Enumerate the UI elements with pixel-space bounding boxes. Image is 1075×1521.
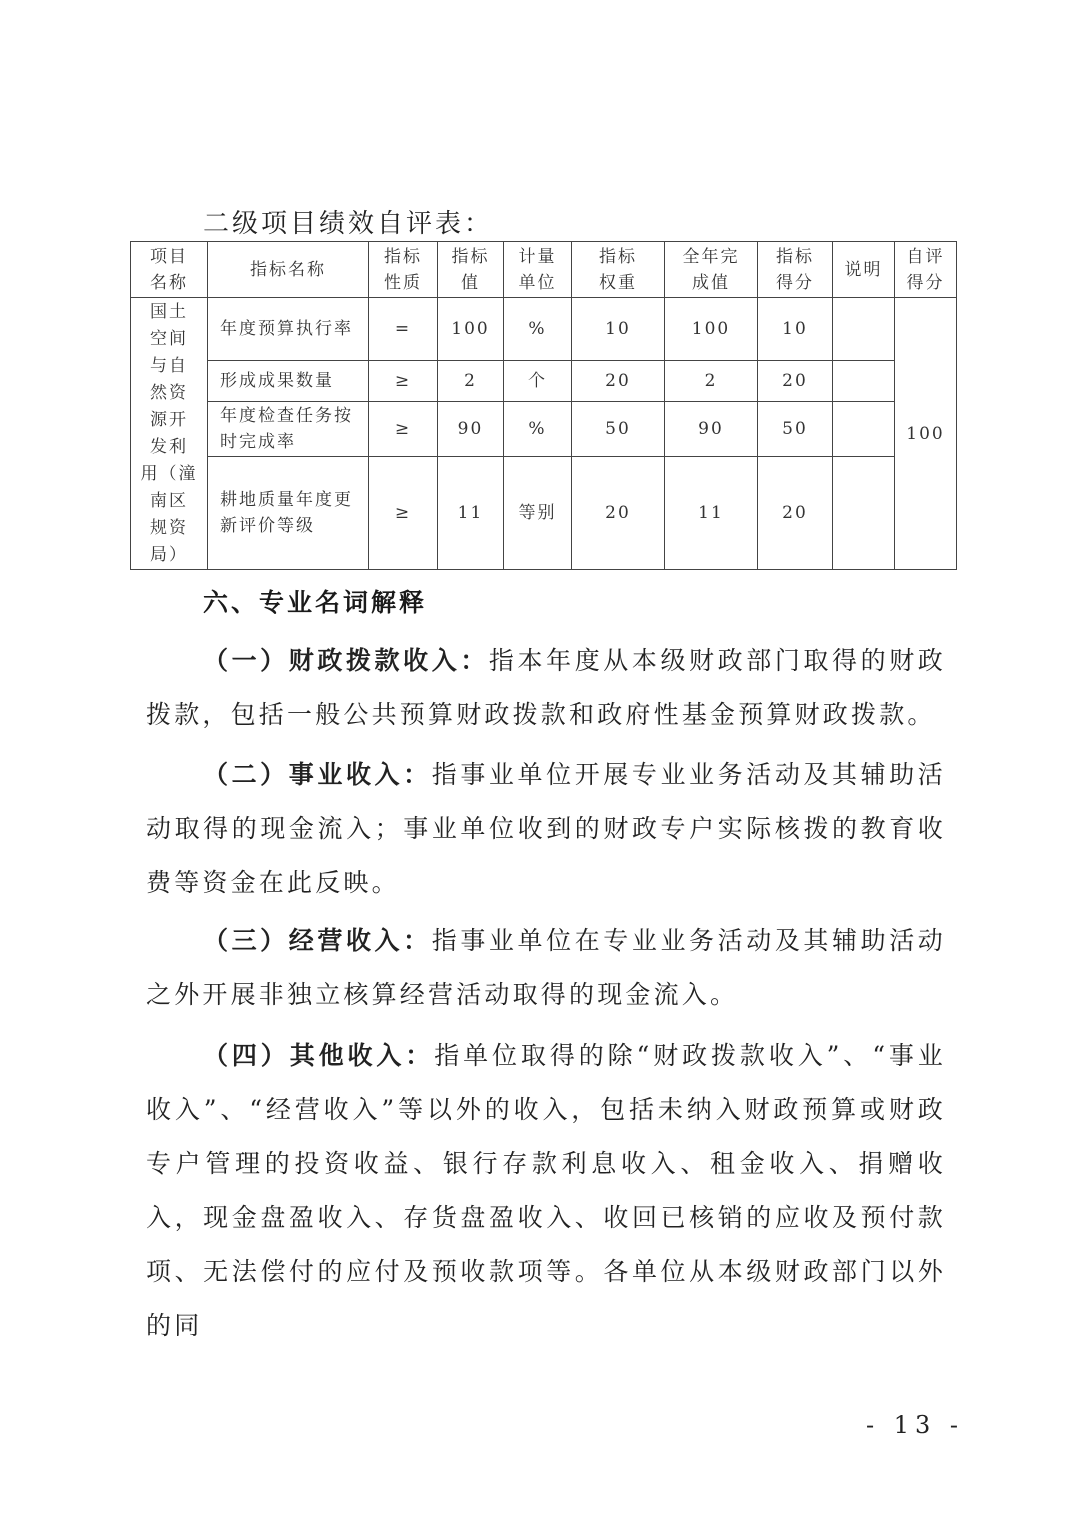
indicator-value: 2 xyxy=(438,361,504,402)
indicator-value: 100 xyxy=(438,298,504,361)
table-row xyxy=(131,457,957,570)
indicator-score: 50 xyxy=(758,402,833,457)
header-weight: 指标 权重 xyxy=(572,242,665,298)
indicator-actual: 11 xyxy=(665,457,758,570)
indicator-weight: 10 xyxy=(572,298,665,361)
indicator-actual: 90 xyxy=(665,402,758,457)
indicator-actual: 100 xyxy=(665,298,758,361)
header-project-name: 项目 名称 xyxy=(131,242,208,298)
definition-paragraph xyxy=(146,748,946,910)
indicator-actual: 2 xyxy=(665,361,758,402)
indicator-note xyxy=(833,457,895,570)
indicator-score: 20 xyxy=(758,361,833,402)
indicator-name: 形成成果数量 xyxy=(208,361,369,402)
header-unit: 计量 单位 xyxy=(504,242,572,298)
indicator-score: 10 xyxy=(758,298,833,361)
indicator-note xyxy=(833,298,895,361)
indicator-nature: ≥ xyxy=(369,361,438,402)
definition-paragraph xyxy=(146,634,946,742)
indicator-unit: 个 xyxy=(504,361,572,402)
header-note: 说明 xyxy=(833,242,895,298)
table-row xyxy=(131,361,957,402)
header-self-score: 自评 得分 xyxy=(895,242,957,298)
table-caption: 二级项目绩效自评表： xyxy=(203,209,494,239)
indicator-note xyxy=(833,361,895,402)
indicator-value: 11 xyxy=(438,457,504,570)
header-actual-value: 全年完 成值 xyxy=(665,242,758,298)
indicator-nature: ≥ xyxy=(369,402,438,457)
indicator-unit: % xyxy=(504,402,572,457)
header-indicator-score: 指标 得分 xyxy=(758,242,833,298)
indicator-weight: 20 xyxy=(572,361,665,402)
indicator-score: 20 xyxy=(758,457,833,570)
indicator-value: 90 xyxy=(438,402,504,457)
page-number: - 13 - xyxy=(866,1411,965,1439)
indicator-name: 年度检查任务按 时完成率 xyxy=(208,402,369,457)
definition-term: （三）经营收入： xyxy=(203,926,432,955)
indicator-unit: 等别 xyxy=(504,457,572,570)
definition-term: （四）其他收入： xyxy=(203,1041,435,1070)
table-header-row xyxy=(131,242,957,298)
indicator-unit: % xyxy=(504,298,572,361)
self-score-cell: 100 xyxy=(895,298,957,570)
definition-text: 指单位取得的除“财政拨款收入”、“事业收入”、“经营收入”等以外的收入，包括未纳入财政预算或财政专户管理的投资收益、银行存款利息收入、租金收入、捐赠收入，现金盘盈收入、存货盘盈收入、收回已核销的应收及预付款项、无法偿付的应付及预收款项等。各单位从本级财政部门以外的同 xyxy=(146,1041,946,1340)
indicator-name: 耕地质量年度更 新评价等级 xyxy=(208,457,369,570)
performance-self-evaluation-table xyxy=(130,241,957,570)
indicator-name: 年度预算执行率 xyxy=(208,298,369,361)
definition-term: （二）事业收入： xyxy=(203,760,432,789)
header-indicator-name: 指标名称 xyxy=(208,242,369,298)
project-name-cell: 国土 空间 与自 然资 源开 发利 用（潼 南区 规资 局） xyxy=(131,298,208,570)
indicator-weight: 20 xyxy=(572,457,665,570)
indicator-note xyxy=(833,402,895,457)
indicator-nature: = xyxy=(369,298,438,361)
definition-paragraph xyxy=(146,914,946,1022)
table-row xyxy=(131,402,957,457)
definition-text: 指事业单位开展专业业务活动及其辅助活动取得的现金流入；事业单位收到的财政专户实际核拨的教育收费等资金在此反映。 xyxy=(146,760,946,897)
header-indicator-nature: 指标 性质 xyxy=(369,242,438,298)
header-indicator-value: 指标 值 xyxy=(438,242,504,298)
definition-paragraph xyxy=(146,1029,946,1353)
indicator-weight: 50 xyxy=(572,402,665,457)
table-row xyxy=(131,298,957,361)
definition-text: 指本年度从本级财政部门取得的财政拨款，包括一般公共预算财政拨款和政府性基金预算财政拨款。 xyxy=(146,646,946,729)
section-heading: 六、专业名词解释 xyxy=(203,588,428,617)
definition-term: （一）财政拨款收入： xyxy=(203,646,489,675)
indicator-nature: ≥ xyxy=(369,457,438,570)
definition-text: 指事业单位在专业业务活动及其辅助活动之外开展非独立核算经营活动取得的现金流入。 xyxy=(146,926,946,1009)
